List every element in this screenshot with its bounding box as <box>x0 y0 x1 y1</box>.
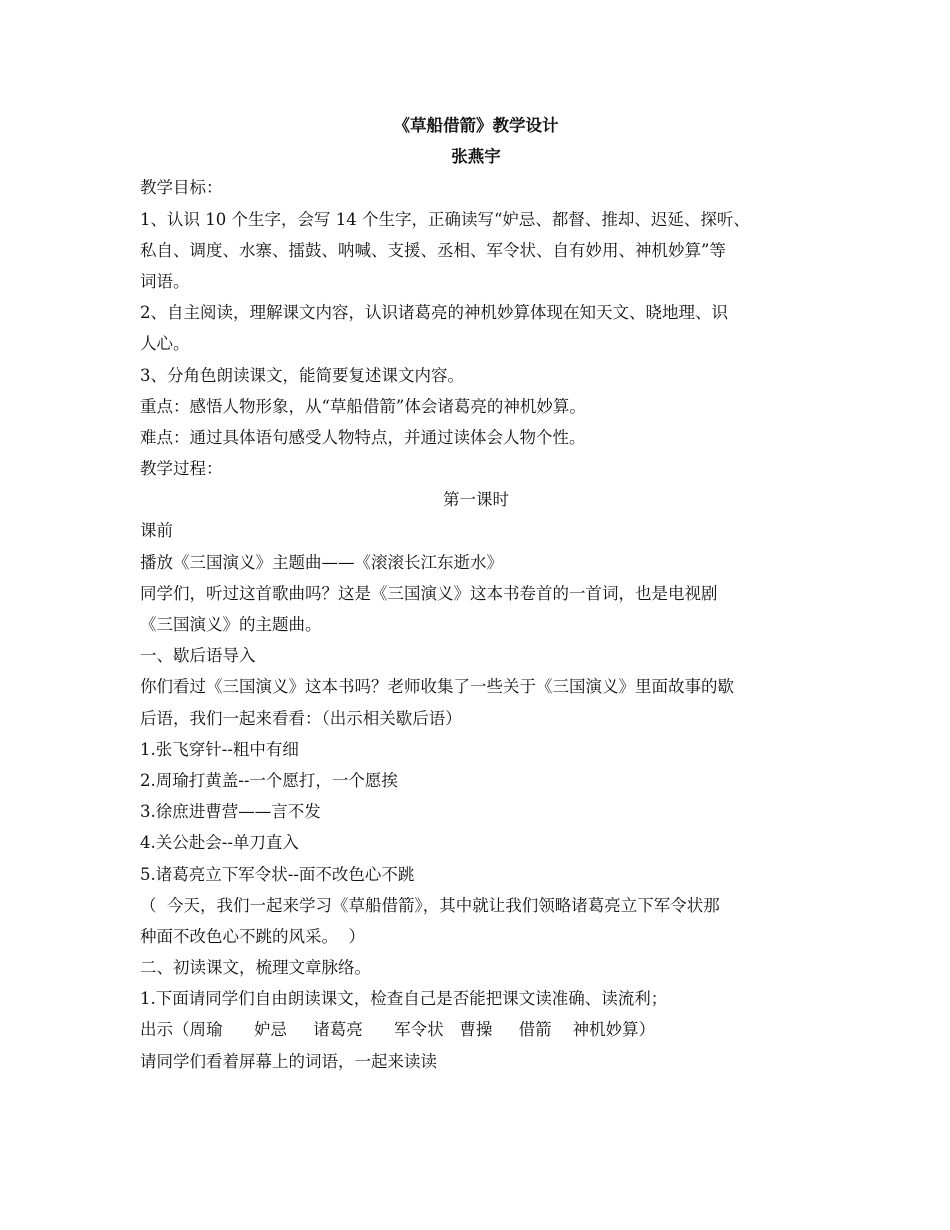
read-aloud-instruction: 请同学们看着屏幕上的词语，一起来读读 <box>140 1051 437 1071</box>
pre-class-label: 课前 <box>140 521 173 541</box>
theme-song-line: 播放《三国演义》主题曲——《滚滚长江东逝水》 <box>140 552 503 572</box>
lesson-heading-first: 第一课时 <box>443 490 509 510</box>
intro-paragraph-line-1: 同学们，听过这首歌曲吗？这是《三国演义》这本书卷首的一首词，也是电视剧 <box>140 583 718 603</box>
difficult-point: 难点：通过具体语句感受人物特点，并通过读体会人物个性。 <box>140 427 586 447</box>
step-1-paragraph-line-1: 你们看过《三国演义》这本书吗？老师收集了一些关于《三国演义》里面故事的歇 <box>140 677 734 697</box>
step-1-heading: 一、歇后语导入 <box>140 646 256 666</box>
transition-paragraph-line-1: （ 今天，我们一起来学习《草船借箭》，其中就让我们领略诸葛亮立下军令状那 <box>140 895 720 915</box>
xiehouyu-item-3: 3.徐庶进曹营——言不发 <box>140 802 321 822</box>
transition-paragraph-line-2: 种面不改色心不跳的风采。 ） <box>140 926 365 946</box>
section-heading-objectives: 教学目标： <box>140 178 223 198</box>
step-2-item-1: 1.下面请同学们自由朗读课文，检查自己是否能把课文读准确、读流利； <box>140 989 668 1009</box>
step-1-paragraph-line-2: 后语，我们一起来看看：（出示相关歇后语） <box>140 708 462 728</box>
section-heading-process: 教学过程： <box>140 459 223 479</box>
step-2-heading: 二、初读课文，梳理文章脉络。 <box>140 958 371 978</box>
document-body <box>140 110 812 1077</box>
objective-1-line-3: 词语。 <box>140 271 190 291</box>
xiehouyu-item-5: 5.诸葛亮立下军令状--面不改色心不跳 <box>140 864 415 884</box>
key-point: 重点：感悟人物形象，从“草船借箭”体会诸葛亮的神机妙算。 <box>140 396 586 416</box>
objective-3: 3、分角色朗读课文，能简要复述课文内容。 <box>140 365 464 385</box>
objective-2-line-2: 人心。 <box>140 334 190 354</box>
document-author: 张燕宇 <box>451 147 501 167</box>
xiehouyu-item-4: 4.关公赴会--单刀直入 <box>140 833 299 853</box>
xiehouyu-item-2: 2.周瑜打黄盖--一个愿打，一个愿挨 <box>140 770 398 790</box>
objective-1-line-2: 私自、调度、水寨、擂鼓、呐喊、支援、丞相、军令状、自有妙用、神机妙算”等 <box>140 240 726 260</box>
objective-2-line-1: 2、自主阅读，理解课文内容，认识诸葛亮的神机妙算体现在知天文、晓地理、识 <box>140 303 728 323</box>
vocabulary-display: 出示（周瑜 妒忌 诸葛亮 军令状 曹操 借箭 神机妙算） <box>140 1020 656 1040</box>
intro-paragraph-line-2: 《三国演义》的主题曲。 <box>140 615 322 634</box>
document-title: 《草船借箭》教学设计 <box>393 116 559 135</box>
objective-1-line-1: 1、认识 10 个生字，会写 14 个生字，正确读写“妒忌、都督、推却、迟延、探听、 <box>140 209 750 229</box>
xiehouyu-item-1: 1.张飞穿针--粗中有细 <box>140 739 299 759</box>
